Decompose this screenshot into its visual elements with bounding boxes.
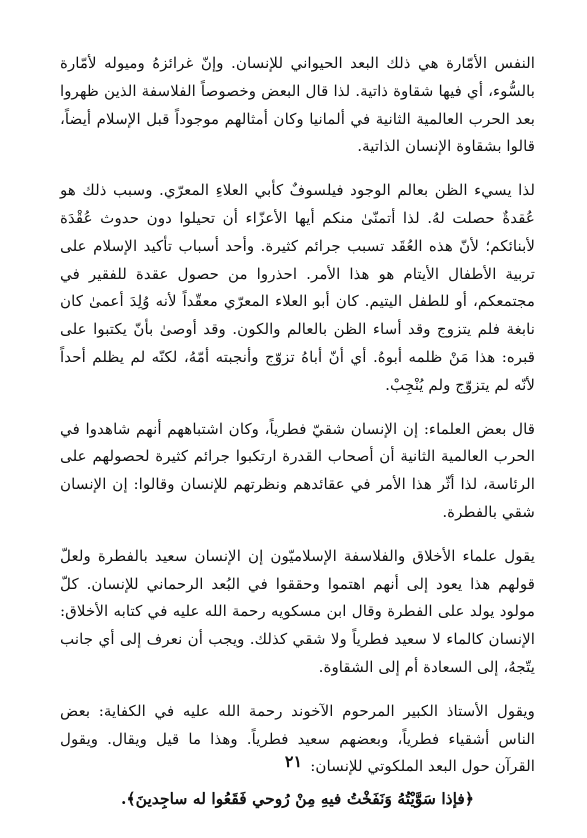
paragraph-4: يقول علماء الأخلاق والفلاسفة الإسلاميّون إن الإنسان سعيد بالفطرة ولعلّ قولهم هذا يعود إلى أنهم اهتموا وحققوا في البُعد الرحماني للإنسان. كلّ مولود يولد على الفطرة وقال ابن مسكويه رحمة الله عليه في كتابه الأخلاق: الإنسان كالماء لا سعيد فطرياً ولا شقي كذلك. ويجب أن نعرف إلى أي جانب يتّجهُ، إلى السعادة أم إلى الشقاوة. (60, 546, 535, 676)
page-number: ٢١ (284, 752, 303, 771)
paragraph-5: ويقول الأستاذ الكبير المرحوم الآخوند رحمة الله عليه في الكفاية: بعض الناس أشقياء فطرياً، وبعضهم سعيد فطرياً. وهذا ما قيل ويقال. ويقول القرآن حول البعد الملكوتي للإنسان: (60, 701, 535, 776)
paragraph-3: قال بعض العلماء: إن الإنسان شقيّ فطرياً، وكان اشتباههم أنهم شاهدوا في الحرب العالمية الثانية أن أصحاب القدرة ارتكبوا جرائم كثيرة لحصولهم على الرئاسة، لذا أثّر هذا الأمر في عقائدهم ونظرتهم للإنسان وقالوا: إن الإنسان شقي بالفطرة. (60, 419, 535, 521)
paragraph-1: النفس الأمّارة هي ذلك البعد الحيواني للإنسان. وإنّ غرائزهُ وميوله لأمّارة بالسُّوء، أي فيها شقاوة ذاتية. لذا قال البعض وخصوصاً الفلاسفة الذين ظهروا بعد الحرب العالمية الثانية في ألمانيا وكان أمثالهم موجوداً قبل الإسلام أيضاً، قالوا بشقاوة الإنسان الذاتية. (60, 54, 535, 156)
paragraph-2: لذا يسيء الظن بعالم الوجود فيلسوفٌ كأبي العلاءِ المعرّي. وسبب ذلك هو عُقدةٌ حصلت لهُ. لذا أتمنّىٰ منكم أيها الأعزّاء أن تحيلوا دون حدوث عُقْدَة لأبنائكم؛ لأنّ هذه العُقَد تسبب جرائم كثيرة. وأحد أسباب تأكيد الإسلام على تربية الأطفال الأيتام هو هذا الأمر. احذروا من حصول عقدة للفقير في مجتمعكم، أو للطفل اليتيم. كان أبو العلاء المعرّي معقّداً لأنه وُلِدَ أعمىٰ كان نابغة فلم يتزوج وقد أساء الظن بالعالم والكون. وقد أوصىٰ بأنّ يكتبوا على قبره: هذا مَنْ ظلمه أبوهُ. أي أنّ أباهُ تزوّج وأنجبته أمّهُ، لكنّه لم يظلم أحداً لأنّه لم يتزوّج ولم يُنْجِبْ. (60, 181, 535, 394)
quran-verse: ﴿فإذا سَوَّيْتُهُ وَنَفَخْتُ فيهِ مِنْ رُوحي فَقَعُوا له ساجِدينَ﴾. (121, 789, 474, 809)
